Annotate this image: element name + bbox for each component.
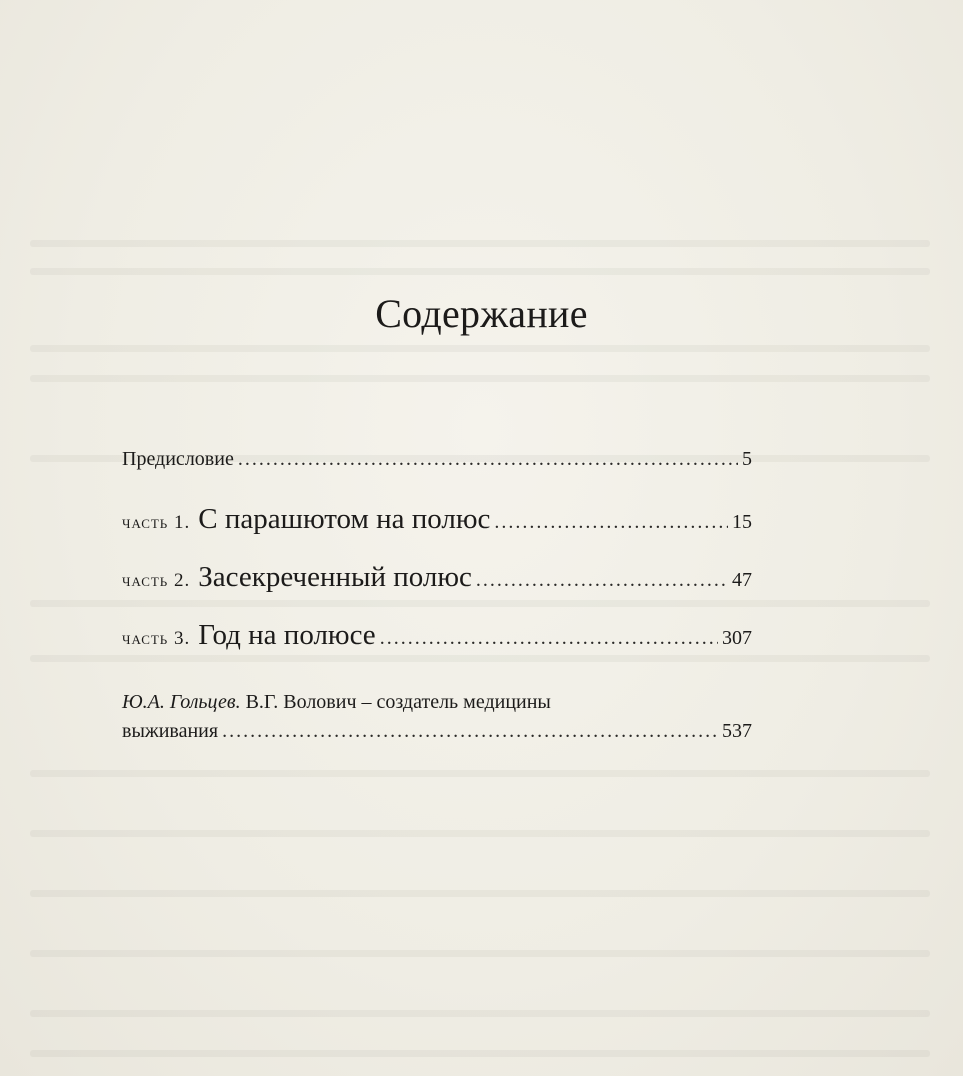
toc-part-number: часть 3. [122, 628, 191, 649]
bleed-through-line [30, 268, 930, 275]
bleed-through-line [30, 600, 930, 607]
dot-leader [222, 717, 718, 746]
toc-entry-part-1[interactable] [122, 503, 752, 536]
dot-leader [476, 569, 728, 592]
afterword-line-1 [122, 688, 752, 717]
bleed-through-line [30, 770, 930, 777]
toc-entry-label: Предисловие [122, 448, 234, 470]
bleed-through-line [30, 890, 930, 897]
bleed-through-line [30, 1050, 930, 1057]
toc-entry-afterword[interactable] [122, 688, 752, 746]
bleed-through-line [30, 375, 930, 382]
toc-entry-preface[interactable] [122, 448, 752, 471]
toc-page-number: 307 [722, 627, 752, 649]
toc-entry-part-2[interactable] [122, 561, 752, 594]
afterword-title: В.Г. Волович – создатель медицины [240, 691, 551, 713]
bleed-through-line [30, 1010, 930, 1017]
toc-entry-label: С парашютом на полюс [198, 503, 491, 535]
toc-page-number: 15 [732, 511, 752, 533]
toc-entry-part-3[interactable] [122, 619, 752, 652]
toc-part-number: часть 2. [122, 570, 191, 591]
bleed-through-line [30, 950, 930, 957]
bleed-through-line [30, 655, 930, 662]
dot-leader [380, 627, 718, 650]
page-title: Содержание [375, 291, 588, 336]
bleed-through-line [30, 830, 930, 837]
toc-page-number: 47 [732, 569, 752, 591]
toc-page-number: 537 [722, 720, 752, 742]
dot-leader [238, 448, 738, 471]
bleed-through-line [30, 240, 930, 247]
afterword-author: Ю.А. Гольцев. [122, 691, 241, 713]
bleed-through-line [30, 345, 930, 352]
afterword-line-2 [122, 717, 752, 746]
toc-entry-label: Засекреченный полюс [198, 561, 472, 593]
toc-part-number: часть 1. [122, 512, 191, 533]
dot-leader [494, 511, 728, 534]
afterword-title-cont: выживания [122, 720, 219, 742]
toc-page-number: 5 [742, 448, 752, 470]
toc-entry-label: Год на полюсе [198, 619, 376, 651]
